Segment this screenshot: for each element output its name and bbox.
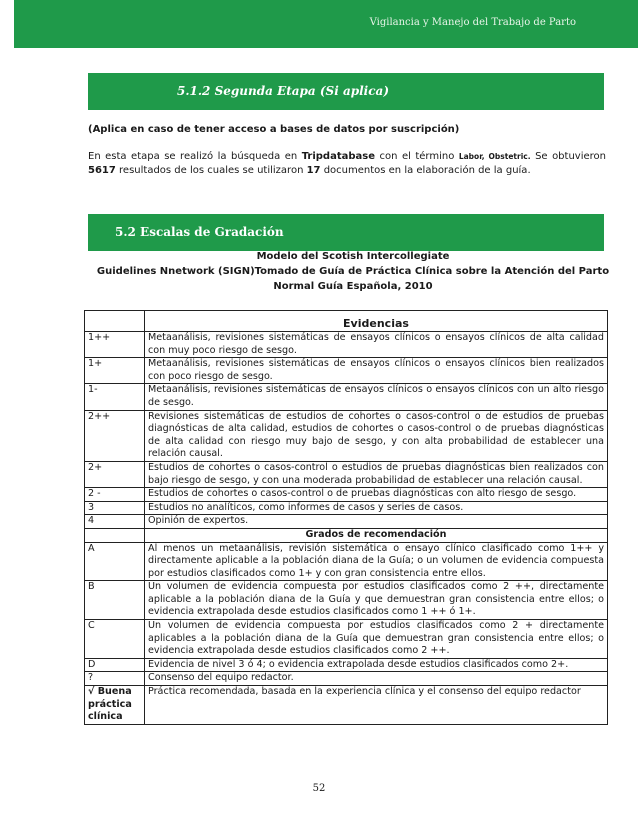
table-row [85, 581, 608, 620]
evidence-heading: Evidencias [145, 311, 608, 332]
running-title: Vigilancia y Manejo del Trabajo de Parto [369, 17, 576, 28]
table-row [85, 461, 608, 487]
description-cell: Evidencia de nivel 3 ó 4; o evidencia extrapolada desde estudios clasificados como 2+. [145, 658, 608, 672]
description-cell: Un volumen de evidencia compuesta por estudios clasificados como 2 + directamente aplicables a la población diana de la Guía que demuestran gran consistencia entre ellos; o evidencia extrapolada desde estudios clasificados como 2 ++. [145, 620, 608, 659]
description-cell: Estudios de cohortes o casos-control o estudios de pruebas diagnósticas bien realizados con bajo riesgo de sesgo, y con una moderada probabilidad de establecer una relación causal. [145, 461, 608, 487]
section-title: 5.1.2 Segunda Etapa (Si aplica) [177, 84, 389, 98]
results-count: 5617 [88, 165, 116, 176]
database-name: Tripdatabase [301, 151, 376, 162]
model-caption [88, 249, 618, 294]
level-cell: 2 - [85, 488, 145, 502]
used-count: 17 [306, 165, 321, 176]
para-text: resultados de los cuales se utilizaron [115, 165, 307, 176]
evidence-heading-row [85, 311, 608, 332]
table-row [85, 332, 608, 358]
search-terms: Labor, Obstetric. [458, 152, 531, 161]
table-row [85, 686, 608, 725]
level-cell: A [85, 542, 145, 581]
recommendation-heading-row [85, 528, 608, 542]
table-row [85, 488, 608, 502]
description-cell: Opinión de expertos. [145, 515, 608, 529]
description-cell: Al menos un metaanálisis, revisión sistemática o ensayo clínico clasificado como 1++ y directamente aplicable a la población diana de la Guía; o un volumen de evidencia compuesta por estudios clasificados como 1+ y con gran consistencia entre ellos. [145, 542, 608, 581]
para-text: En esta etapa se realizó la búsqueda en [88, 151, 302, 162]
description-cell: Consenso del equipo redactor. [145, 672, 608, 686]
header-bar [14, 0, 638, 48]
description-cell: Metaanálisis, revisiones sistemáticas de ensayos clínicos o ensayos clínicos con un alto riesgo de sesgo. [145, 384, 608, 410]
level-cell: 1+ [85, 358, 145, 384]
description-cell: Metaanálisis, revisiones sistemáticas de ensayos clínicos o ensayos clínicos de alta calidad con muy poco riesgo de sesgo. [145, 332, 608, 358]
section-heading-5-2 [88, 214, 604, 251]
level-cell: C [85, 620, 145, 659]
level-cell: ? [85, 672, 145, 686]
level-cell: D [85, 658, 145, 672]
level-cell: 2++ [85, 410, 145, 461]
level-cell: 1++ [85, 332, 145, 358]
level-cell: √ Buena práctica clínica [85, 686, 145, 725]
table-row [85, 515, 608, 529]
table-cell [85, 528, 145, 542]
description-cell: Un volumen de evidencia compuesta por estudios clasificados como 2 ++, directamente aplicable a la población diana de la Guía y que demuestran gran consistencia entre ellos; o evidencia extrapolada desde estudios clasificados como 1 ++ ó 1+. [145, 581, 608, 620]
grading-table [84, 310, 608, 725]
level-cell: 2+ [85, 461, 145, 487]
page-number: 52 [312, 783, 326, 794]
recommendation-heading: Grados de recomendación [145, 528, 608, 542]
para-text: documentos en la elaboración de la guía. [320, 165, 531, 176]
table-row [85, 358, 608, 384]
table-row [85, 658, 608, 672]
description-cell: Metaanálisis, revisiones sistemáticas de ensayos clínicos o ensayos clínicos bien realizados con poco riesgo de sesgo. [145, 358, 608, 384]
table-cell [85, 311, 145, 332]
level-cell: 1- [85, 384, 145, 410]
table-row [85, 542, 608, 581]
search-paragraph [88, 150, 606, 178]
model-line: Modelo del Scotish Intercollegiate [256, 251, 450, 262]
model-line: Guidelines Nnetwork (SIGN)Tomado de Guía de Práctica Clínica sobre la Atención del Parto [96, 266, 610, 277]
description-cell: Revisiones sistemáticas de estudios de cohortes o casos-control o de estudios de pruebas diagnósticas de alta calidad, estudios de cohortes o casos-control o de pruebas diagnósticas de alta calidad con riesgo muy bajo de sesgo, y con alta probabilidad de establecer una relación causal. [145, 410, 608, 461]
para-text: Se obtuvieron [530, 151, 606, 162]
table-row [85, 410, 608, 461]
table-row [85, 501, 608, 515]
access-note: (Aplica en caso de tener acceso a bases de datos por suscripción) [88, 124, 460, 135]
level-cell: B [85, 581, 145, 620]
section-heading-5-1-2 [88, 73, 604, 110]
description-cell: Estudios no analíticos, como informes de casos y series de casos. [145, 501, 608, 515]
description-cell: Estudios de cohortes o casos-control o de pruebas diagnósticas con alto riesgo de sesgo. [145, 488, 608, 502]
table-row [85, 384, 608, 410]
level-cell: 3 [85, 501, 145, 515]
description-cell: Práctica recomendada, basada en la experiencia clínica y el consenso del equipo redactor [145, 686, 608, 725]
model-line: Normal Guía Española, 2010 [273, 281, 433, 292]
para-text: con el término [375, 151, 459, 162]
section-title: 5.2 Escalas de Gradación [115, 225, 284, 239]
table-row [85, 620, 608, 659]
level-cell: 4 [85, 515, 145, 529]
table-row [85, 672, 608, 686]
